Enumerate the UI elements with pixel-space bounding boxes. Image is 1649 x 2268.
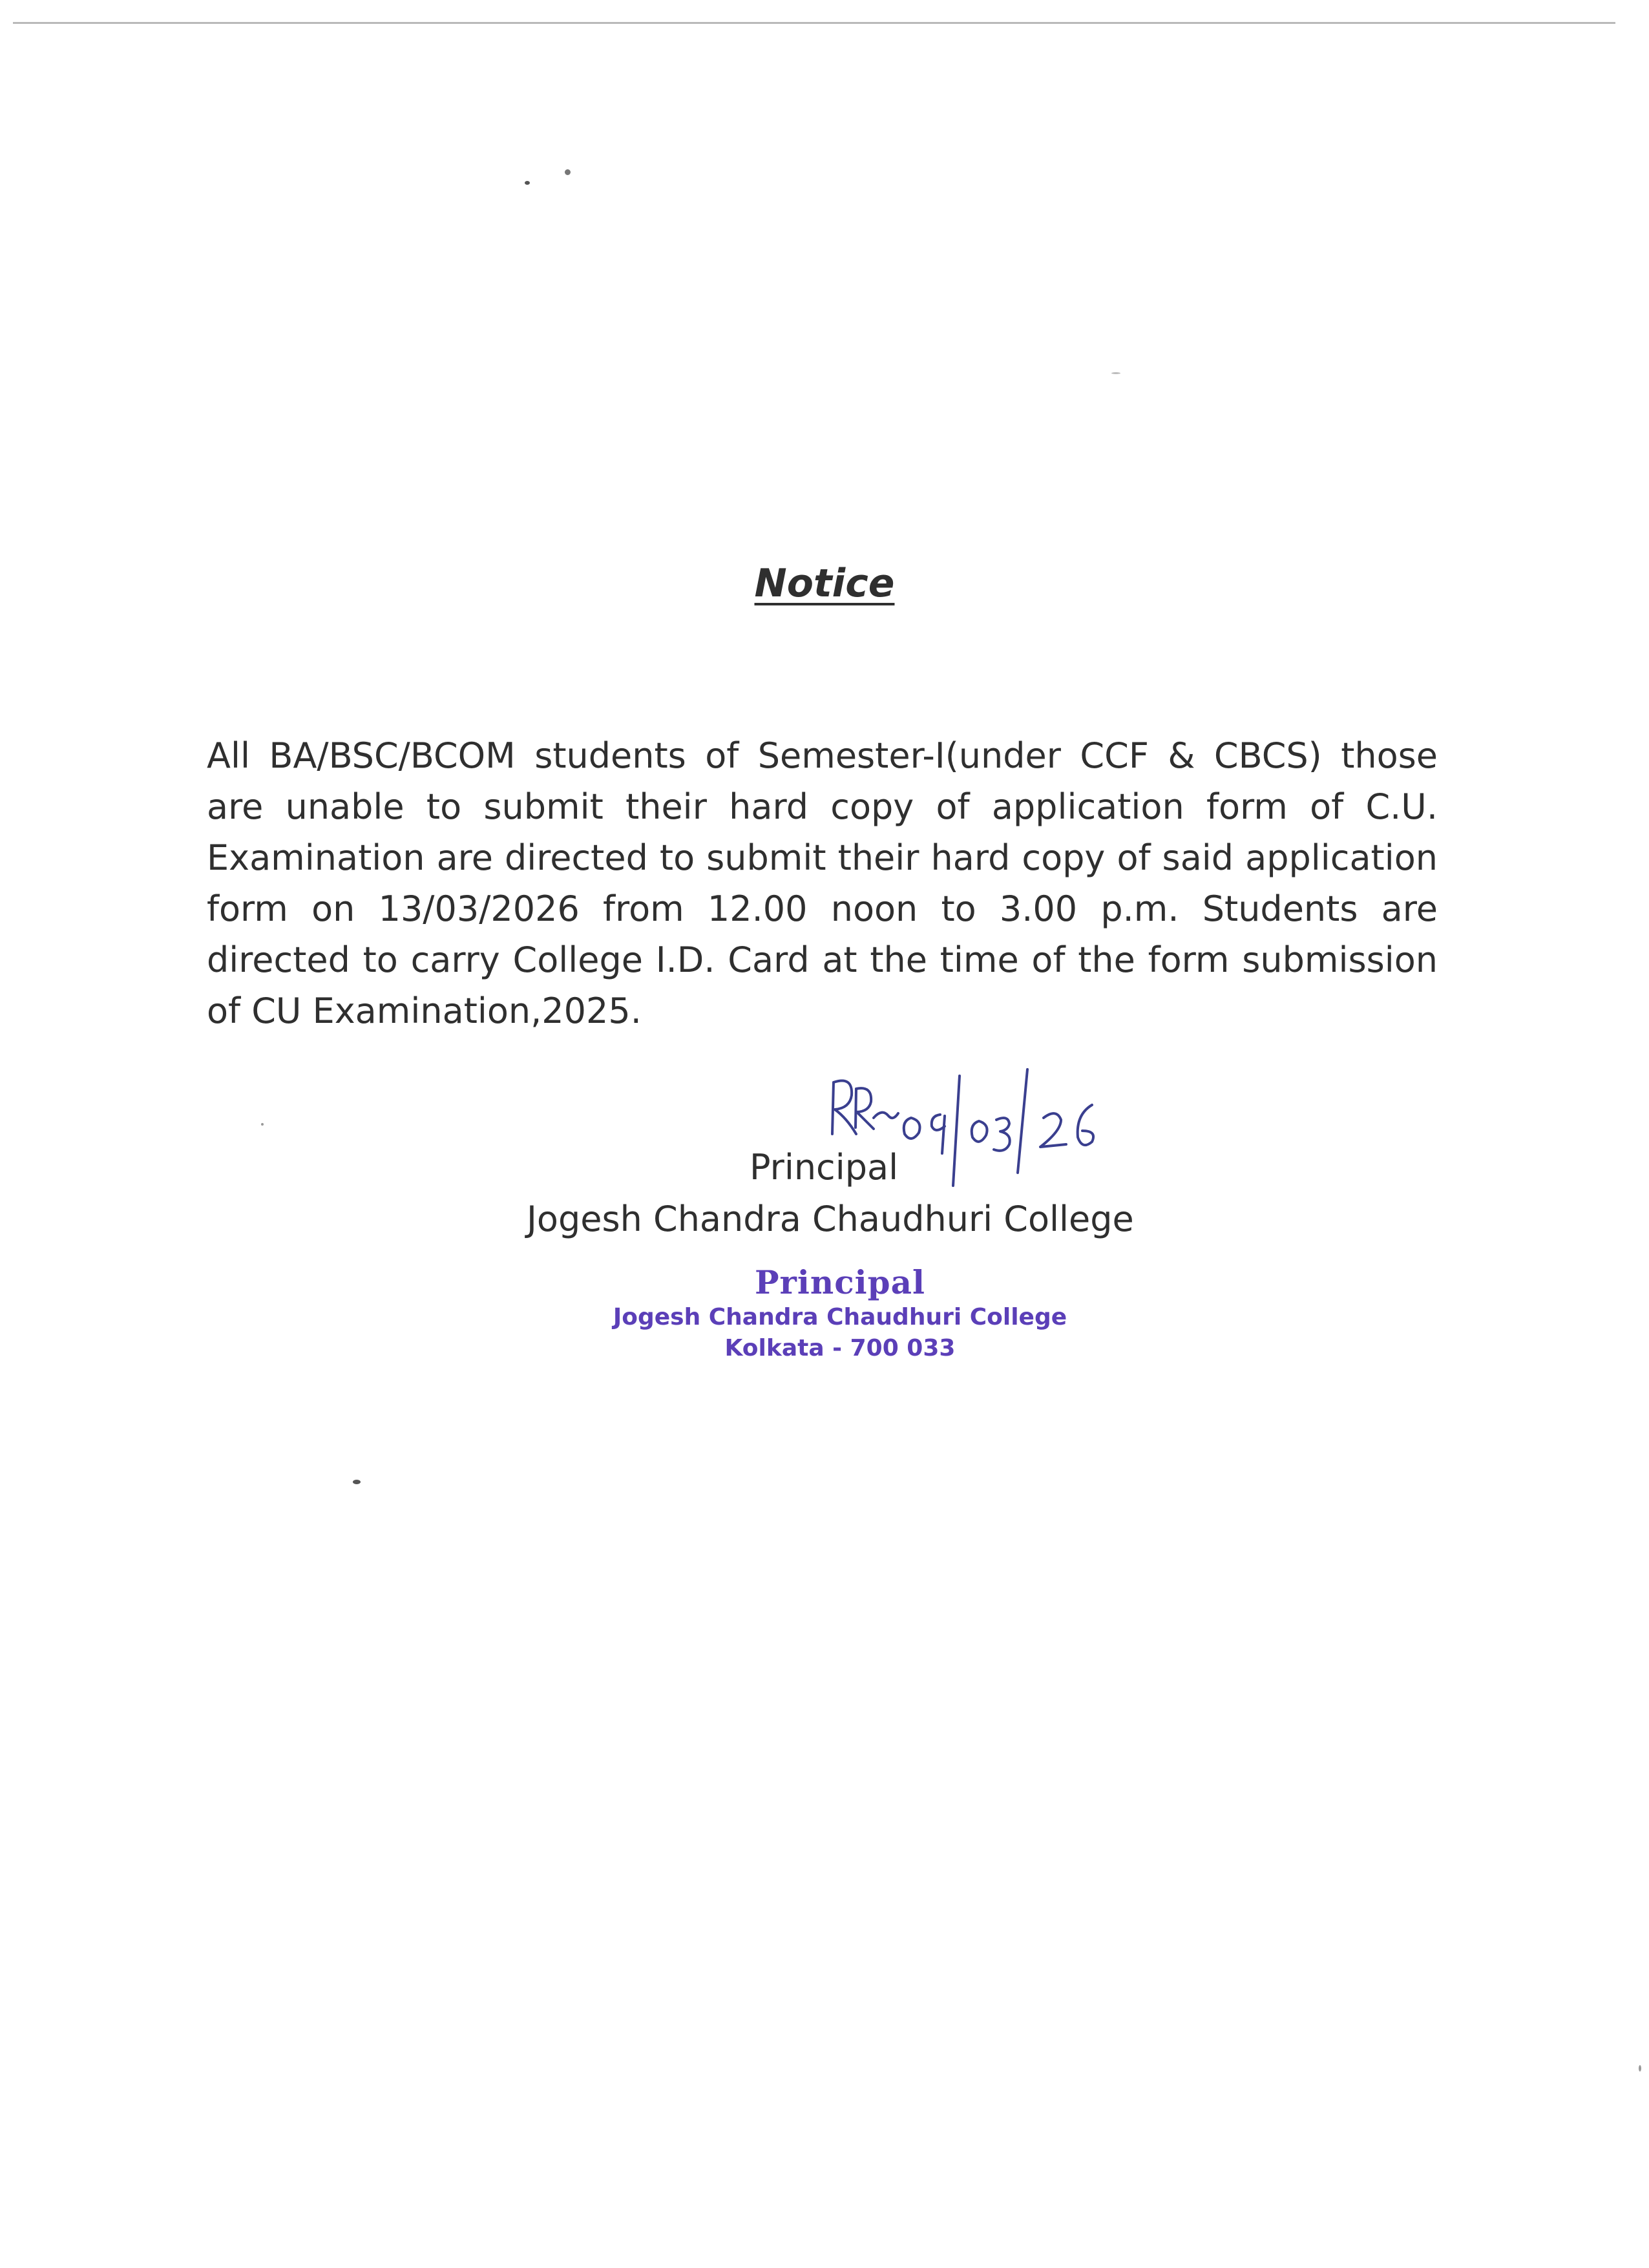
scan-speck <box>1111 372 1120 374</box>
scan-speck <box>1639 2065 1641 2072</box>
scan-speck <box>261 1123 264 1126</box>
principal-stamp <box>594 1263 1086 1364</box>
scan-speck <box>353 1480 361 1484</box>
signatory-college: Jogesh Chandra Chaudhuri College <box>527 1199 1134 1239</box>
scan-speck <box>565 169 571 175</box>
top-border-line <box>13 22 1615 24</box>
scan-speck <box>525 181 530 185</box>
stamp-title: Principal <box>754 1263 926 1301</box>
notice-title: Notice <box>754 561 895 606</box>
stamp-address: Kolkata - 700 033 <box>724 1335 956 1361</box>
notice-body: All BA/BSC/BCOM students of Semester-I(under CCF & CBCS) those are unable to submit their hard copy of application form of C.U. Examination are directed to submit their hard copy of said application form on 13/03/2026 from 12.00 noon to 3.00 p.m. Students are directed to carry College I.D. Card at the time of the form submission of CU Examination,2025. <box>207 735 1438 1031</box>
stamp-college: Jogesh Chandra Chaudhuri College <box>613 1304 1067 1330</box>
signatory-designation: Principal <box>750 1147 899 1188</box>
